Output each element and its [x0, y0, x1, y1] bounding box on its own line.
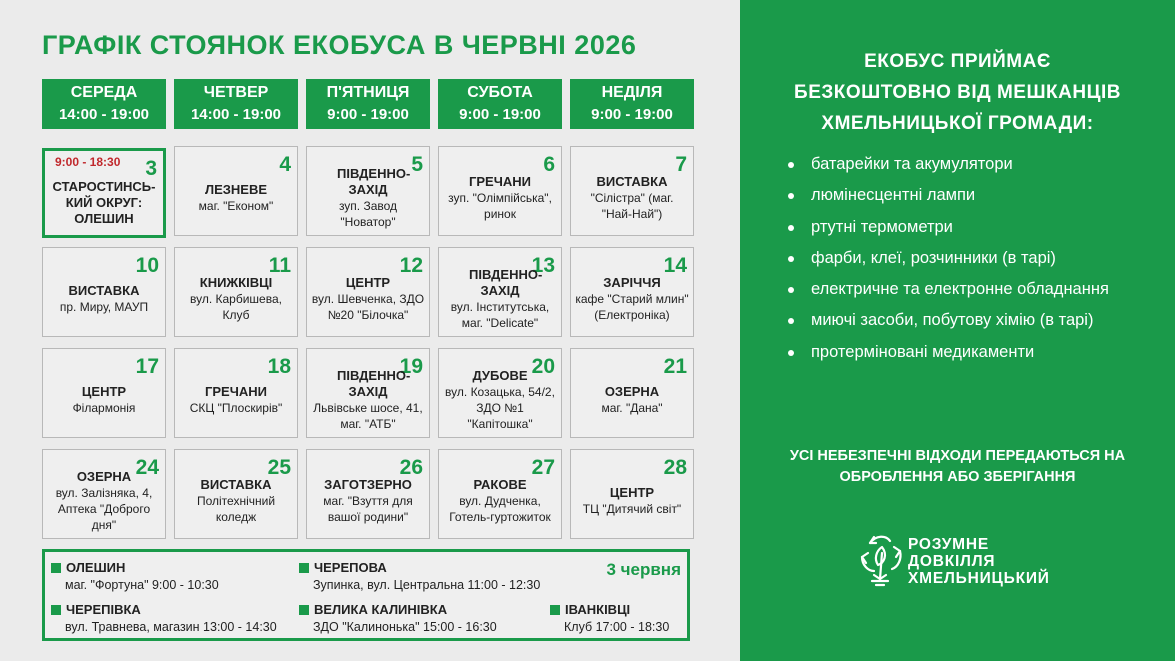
day-header-sunday — [570, 79, 694, 129]
cell-date: 21 — [663, 355, 687, 378]
village-name: ЧЕРЕПІВКА — [66, 602, 141, 617]
cell-location: ЛЕЗНЕВЕ — [204, 182, 268, 197]
list-item: батарейки та акумулятори — [786, 149, 1166, 180]
village-name: ЧЕРЕПОВА — [314, 560, 387, 575]
day-name: СУБОТА — [467, 84, 533, 101]
day-cell — [174, 247, 298, 337]
village-details: ЗДО "Калинонька" 15:00 - 16:30 — [313, 620, 497, 634]
village-schedule-date: 3 червня — [606, 560, 681, 579]
day-hours: 9:00 - 19:00 — [327, 106, 409, 123]
brand-line: РОЗУМНЕ — [908, 536, 989, 553]
day-name: НЕДІЛЯ — [601, 84, 663, 101]
village-details: Зупинка, вул. Центральна 11:00 - 12:30 — [313, 578, 541, 592]
cell-address: вул. Залізняка, 4, Аптека "Доброго дня" — [55, 486, 153, 532]
day-cell — [174, 449, 298, 539]
list-item: фарби, клеї, розчинники (в тарі) — [786, 243, 1166, 274]
village-name: ВЕЛИКА КАЛИНІВКА — [314, 602, 448, 617]
list-item: люмінесцентні лампи — [786, 180, 1166, 211]
cell-date: 20 — [531, 355, 555, 378]
day-hours: 9:00 - 19:00 — [591, 106, 673, 123]
day-cell — [42, 247, 166, 337]
cell-address: пр. Миру, МАУП — [59, 300, 149, 314]
day-cell — [42, 348, 166, 438]
cell-date: 17 — [135, 355, 159, 378]
cell-location: ВИСТАВКА — [596, 174, 668, 189]
day-cell — [438, 348, 562, 438]
cell-date: 18 — [267, 355, 291, 378]
day-name: СЕРЕДА — [70, 84, 138, 101]
list-item: миючі засоби, побутову хімію (в тарі) — [786, 305, 1166, 336]
cell-location: ОЗЕРНА — [76, 469, 132, 484]
page-title: ГРАФІК СТОЯНОК ЕКОБУСА В ЧЕРВНІ 2026 — [42, 30, 637, 60]
day-cell — [570, 449, 694, 539]
cell-date: 5 — [411, 153, 423, 176]
bullet-square-icon — [550, 605, 560, 615]
bullet-square-icon — [299, 563, 309, 573]
day-hours: 14:00 - 19:00 — [190, 106, 282, 123]
cell-address: маг. "Дана" — [601, 401, 663, 415]
village-schedule — [42, 549, 690, 641]
village-item — [51, 560, 219, 592]
village-name: ОЛЕШИН — [66, 560, 126, 575]
list-item: електричне та електронне обладнання — [786, 274, 1166, 305]
day-cell — [42, 449, 166, 539]
cell-address: Філармонія — [72, 401, 136, 415]
cell-address: вул. Карбишева, Клуб — [190, 292, 282, 322]
day-cell — [438, 146, 562, 236]
cell-date: 25 — [267, 456, 291, 479]
recycle-leaf-icon — [860, 533, 904, 587]
day-cell — [570, 348, 694, 438]
bullet-square-icon — [51, 563, 61, 573]
day-cell — [306, 146, 430, 236]
day-hours: 9:00 - 19:00 — [459, 106, 541, 123]
cell-date: 3 — [145, 157, 157, 180]
accepted-items-list — [786, 149, 1166, 368]
cell-address: маг. "Економ" — [198, 199, 274, 213]
cell-date: 27 — [531, 456, 555, 479]
day-cell — [42, 148, 166, 238]
cell-location: ЦЕНТР — [345, 275, 391, 290]
day-cell — [306, 247, 430, 337]
cell-location: ПІВДЕННО-ЗАХІД — [337, 368, 411, 399]
cell-location: ЦЕНТР — [609, 485, 655, 500]
cell-address: вул. Дудченка, Готель-гуртожиток — [449, 494, 551, 524]
brand-line: ХМЕЛЬНИЦЬКИЙ — [908, 570, 1050, 587]
cell-address: маг. "Взуття для вашої родини" — [323, 494, 413, 524]
day-cell — [306, 348, 430, 438]
cell-address: СКЦ "Плоскирів" — [189, 401, 283, 415]
info-heading-line: ЕКОБУС ПРИЙМАЄ — [864, 51, 1051, 72]
cell-address: зуп. Завод "Новатор" — [338, 199, 398, 229]
day-header-friday — [306, 79, 430, 129]
info-heading — [740, 46, 1175, 139]
cell-location: ЗАРІЧЧЯ — [603, 275, 661, 290]
day-cell — [438, 247, 562, 337]
cell-address: ТЦ "Дитячий світ" — [582, 502, 682, 516]
cell-location: ЦЕНТР — [81, 384, 127, 399]
cell-date: 10 — [135, 254, 159, 277]
cell-address: зуп. "Олімпійська", ринок — [448, 191, 552, 221]
cell-location: ВИСТАВКА — [68, 283, 140, 298]
day-cell — [570, 247, 694, 337]
cell-location: КНИЖКІВЦІ — [199, 275, 273, 290]
village-item — [550, 602, 669, 634]
cell-location: ОЗЕРНА — [604, 384, 660, 399]
village-name: ІВАНКІВЦІ — [565, 602, 631, 617]
cell-address: Львівське шосе, 41, маг. "АТБ" — [313, 401, 423, 431]
cell-location: ВИСТАВКА — [200, 477, 272, 492]
day-cell — [174, 348, 298, 438]
cell-location: ГРЕЧАНИ — [205, 384, 267, 399]
village-item — [299, 602, 497, 634]
cell-date: 6 — [543, 153, 555, 176]
cell-date: 7 — [675, 153, 687, 176]
day-name: П'ЯТНИЦЯ — [326, 84, 410, 101]
cell-address: вул. Козацька, 54/2, ЗДО №1 "Капітошка" — [445, 385, 555, 431]
village-details: вул. Травнева, магазин 13:00 - 14:30 — [65, 620, 277, 634]
cell-address: "Сілістра" (маг. "Най-Най") — [590, 191, 674, 221]
day-hours: 14:00 - 19:00 — [58, 106, 150, 123]
cell-address: кафе "Старий млин" (Електроніка) — [575, 292, 689, 322]
cell-date: 12 — [399, 254, 423, 277]
brand-name — [908, 536, 1050, 587]
cell-location: ПІВДЕННО-ЗАХІД — [469, 267, 543, 298]
day-header-wednesday — [42, 79, 166, 129]
cell-location: ПІВДЕННО-ЗАХІД — [337, 166, 411, 197]
cell-date: 19 — [399, 355, 423, 378]
day-cell — [306, 449, 430, 539]
hazard-note-line: ОБРОБЛЕННЯ АБО ЗБЕРІГАННЯ — [839, 469, 1076, 485]
cell-location: ДУБОВЕ — [472, 368, 528, 383]
village-item — [51, 602, 277, 634]
brand-line: ДОВКІЛЛЯ — [908, 553, 996, 570]
village-details: маг. "Фортуна" 9:00 - 10:30 — [65, 578, 219, 592]
day-name: ЧЕТВЕР — [203, 84, 269, 101]
day-cell — [570, 146, 694, 236]
info-heading-line: ХМЕЛЬНИЦЬКОЇ ГРОМАДИ: — [821, 113, 1094, 134]
day-cell — [438, 449, 562, 539]
cell-date: 26 — [399, 456, 423, 479]
bullet-square-icon — [51, 605, 61, 615]
cell-date: 4 — [279, 153, 291, 176]
hazard-note — [740, 446, 1175, 488]
info-heading-line: БЕЗКОШТОВНО ВІД МЕШКАНЦІВ — [794, 82, 1121, 103]
cell-address: Політехнічний коледж — [196, 494, 276, 524]
cell-date: 13 — [531, 254, 555, 277]
list-item: протерміновані медикаменти — [786, 337, 1166, 368]
cell-date: 14 — [663, 254, 687, 277]
cell-location: РАКОВЕ — [473, 477, 527, 492]
list-item: ртутні термометри — [786, 212, 1166, 243]
cell-address: вул. Шевченка, ЗДО №20 "Білочка" — [311, 292, 425, 322]
cell-time: 9:00 - 18:30 — [55, 155, 121, 169]
village-item — [299, 560, 540, 592]
cell-date: 24 — [135, 456, 159, 479]
bullet-square-icon — [299, 605, 309, 615]
cell-location: СТАРОСТИНСЬ-КИЙ ОКРУГ: ОЛЕШИН — [52, 179, 156, 226]
hazard-note-line: УСІ НЕБЕЗПЕЧНІ ВІДХОДИ ПЕРЕДАЮТЬСЯ НА — [789, 448, 1126, 464]
cell-location: ЗАГОТЗЕРНО — [324, 477, 412, 492]
cell-date: 11 — [268, 254, 291, 277]
day-header-saturday — [438, 79, 562, 129]
village-details: Клуб 17:00 - 18:30 — [564, 620, 670, 634]
cell-date: 28 — [663, 456, 687, 479]
day-cell — [174, 146, 298, 236]
info-panel — [740, 0, 1175, 661]
day-header-thursday — [174, 79, 298, 129]
cell-address: вул. Інститутська, маг. "Delicate" — [450, 300, 550, 330]
cell-location: ГРЕЧАНИ — [469, 174, 531, 189]
